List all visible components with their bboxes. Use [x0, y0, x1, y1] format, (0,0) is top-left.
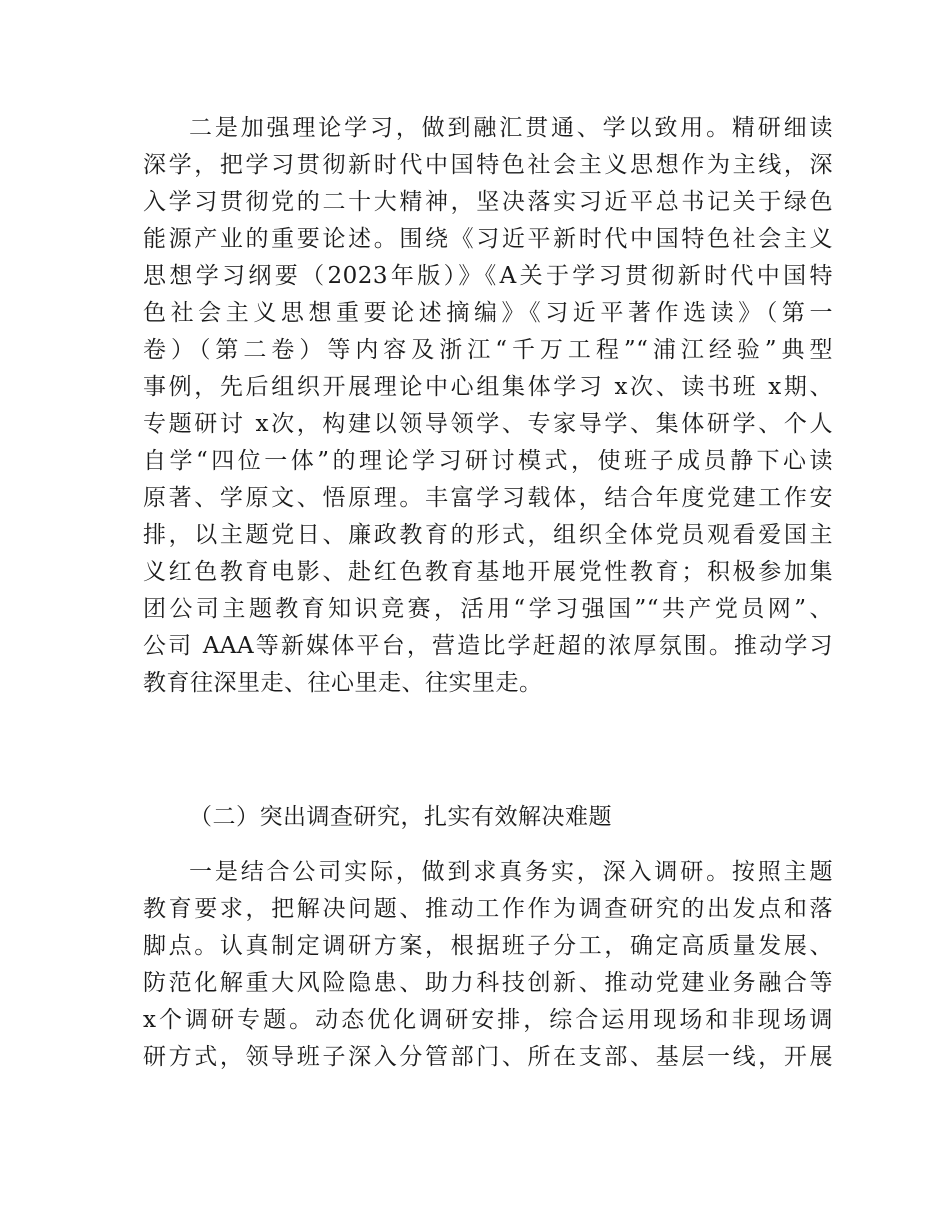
paragraph-line: 色社会主义思想重要论述摘编》《习近平著作选读》（第一	[143, 300, 833, 326]
paragraph-line: 一是结合公司实际，做到求真务实，深入调研。按照主题	[189, 859, 833, 885]
paragraph-line: 教育要求，把解决问题、推动工作作为调查研究的出发点和落	[143, 896, 833, 922]
paragraph-line: 义红色教育电影、赴红色教育基地开展党性教育；积极参加集	[143, 559, 833, 585]
paragraph-line: 教育往深里走、往心里走、往实里走。	[143, 670, 543, 696]
paragraph-line: 专题研讨 x次，构建以领导领学、专家导学、集体研学、个人	[143, 411, 833, 437]
paragraph-line: 自学“四位一体”的理论学习研讨模式，使班子成员静下心读	[143, 448, 833, 474]
paragraph-line: 二是加强理论学习，做到融汇贯通、学以致用。精研细读	[189, 115, 833, 141]
paragraph-line: 研方式，领导班子深入分管部门、所在支部、基层一线，开展	[143, 1044, 833, 1070]
paragraph-line: 排，以主题党日、廉政教育的形式，组织全体党员观看爱国主	[143, 522, 833, 548]
paragraph-line: 防范化解重大风险隐患、助力科技创新、推动党建业务融合等	[143, 970, 833, 996]
paragraph-line: 脚点。认真制定调研方案，根据班子分工，确定高质量发展、	[143, 933, 833, 959]
paragraph-line: 团公司主题教育知识竞赛，活用“学习强国”“共产党员网”、	[143, 596, 833, 622]
section-heading: （二）突出调查研究，扎实有效解决难题	[189, 804, 612, 830]
paragraph-line: 入学习贯彻党的二十大精神，坚决落实习近平总书记关于绿色	[143, 189, 833, 215]
paragraph-line: 深学，把学习贯彻新时代中国特色社会主义思想作为主线，深	[143, 152, 833, 178]
paragraph-research	[143, 854, 833, 1076]
paragraph-line: 事例，先后组织开展理论中心组集体学习 x次、读书班 x期、	[143, 374, 833, 400]
paragraph-line: 能源产业的重要论述。围绕《习近平新时代中国特色社会主义	[143, 226, 833, 252]
paragraph-line: x个调研专题。动态优化调研安排，综合运用现场和非现场调	[143, 1007, 833, 1033]
paragraph-line: 思想学习纲要（2023年版）》《A关于学习贯彻新时代中国特	[143, 263, 833, 289]
paragraph-line: 卷）（第二卷）等内容及浙江“千万工程”“浦江经验”典型	[143, 337, 833, 363]
paragraph-line: 原著、学原文、悟原理。丰富学习载体，结合年度党建工作安	[143, 485, 833, 511]
paragraph-line: 公司 AAA等新媒体平台，营造比学赶超的浓厚氛围。推动学习	[143, 633, 833, 659]
paragraph-theory-study	[143, 110, 833, 702]
